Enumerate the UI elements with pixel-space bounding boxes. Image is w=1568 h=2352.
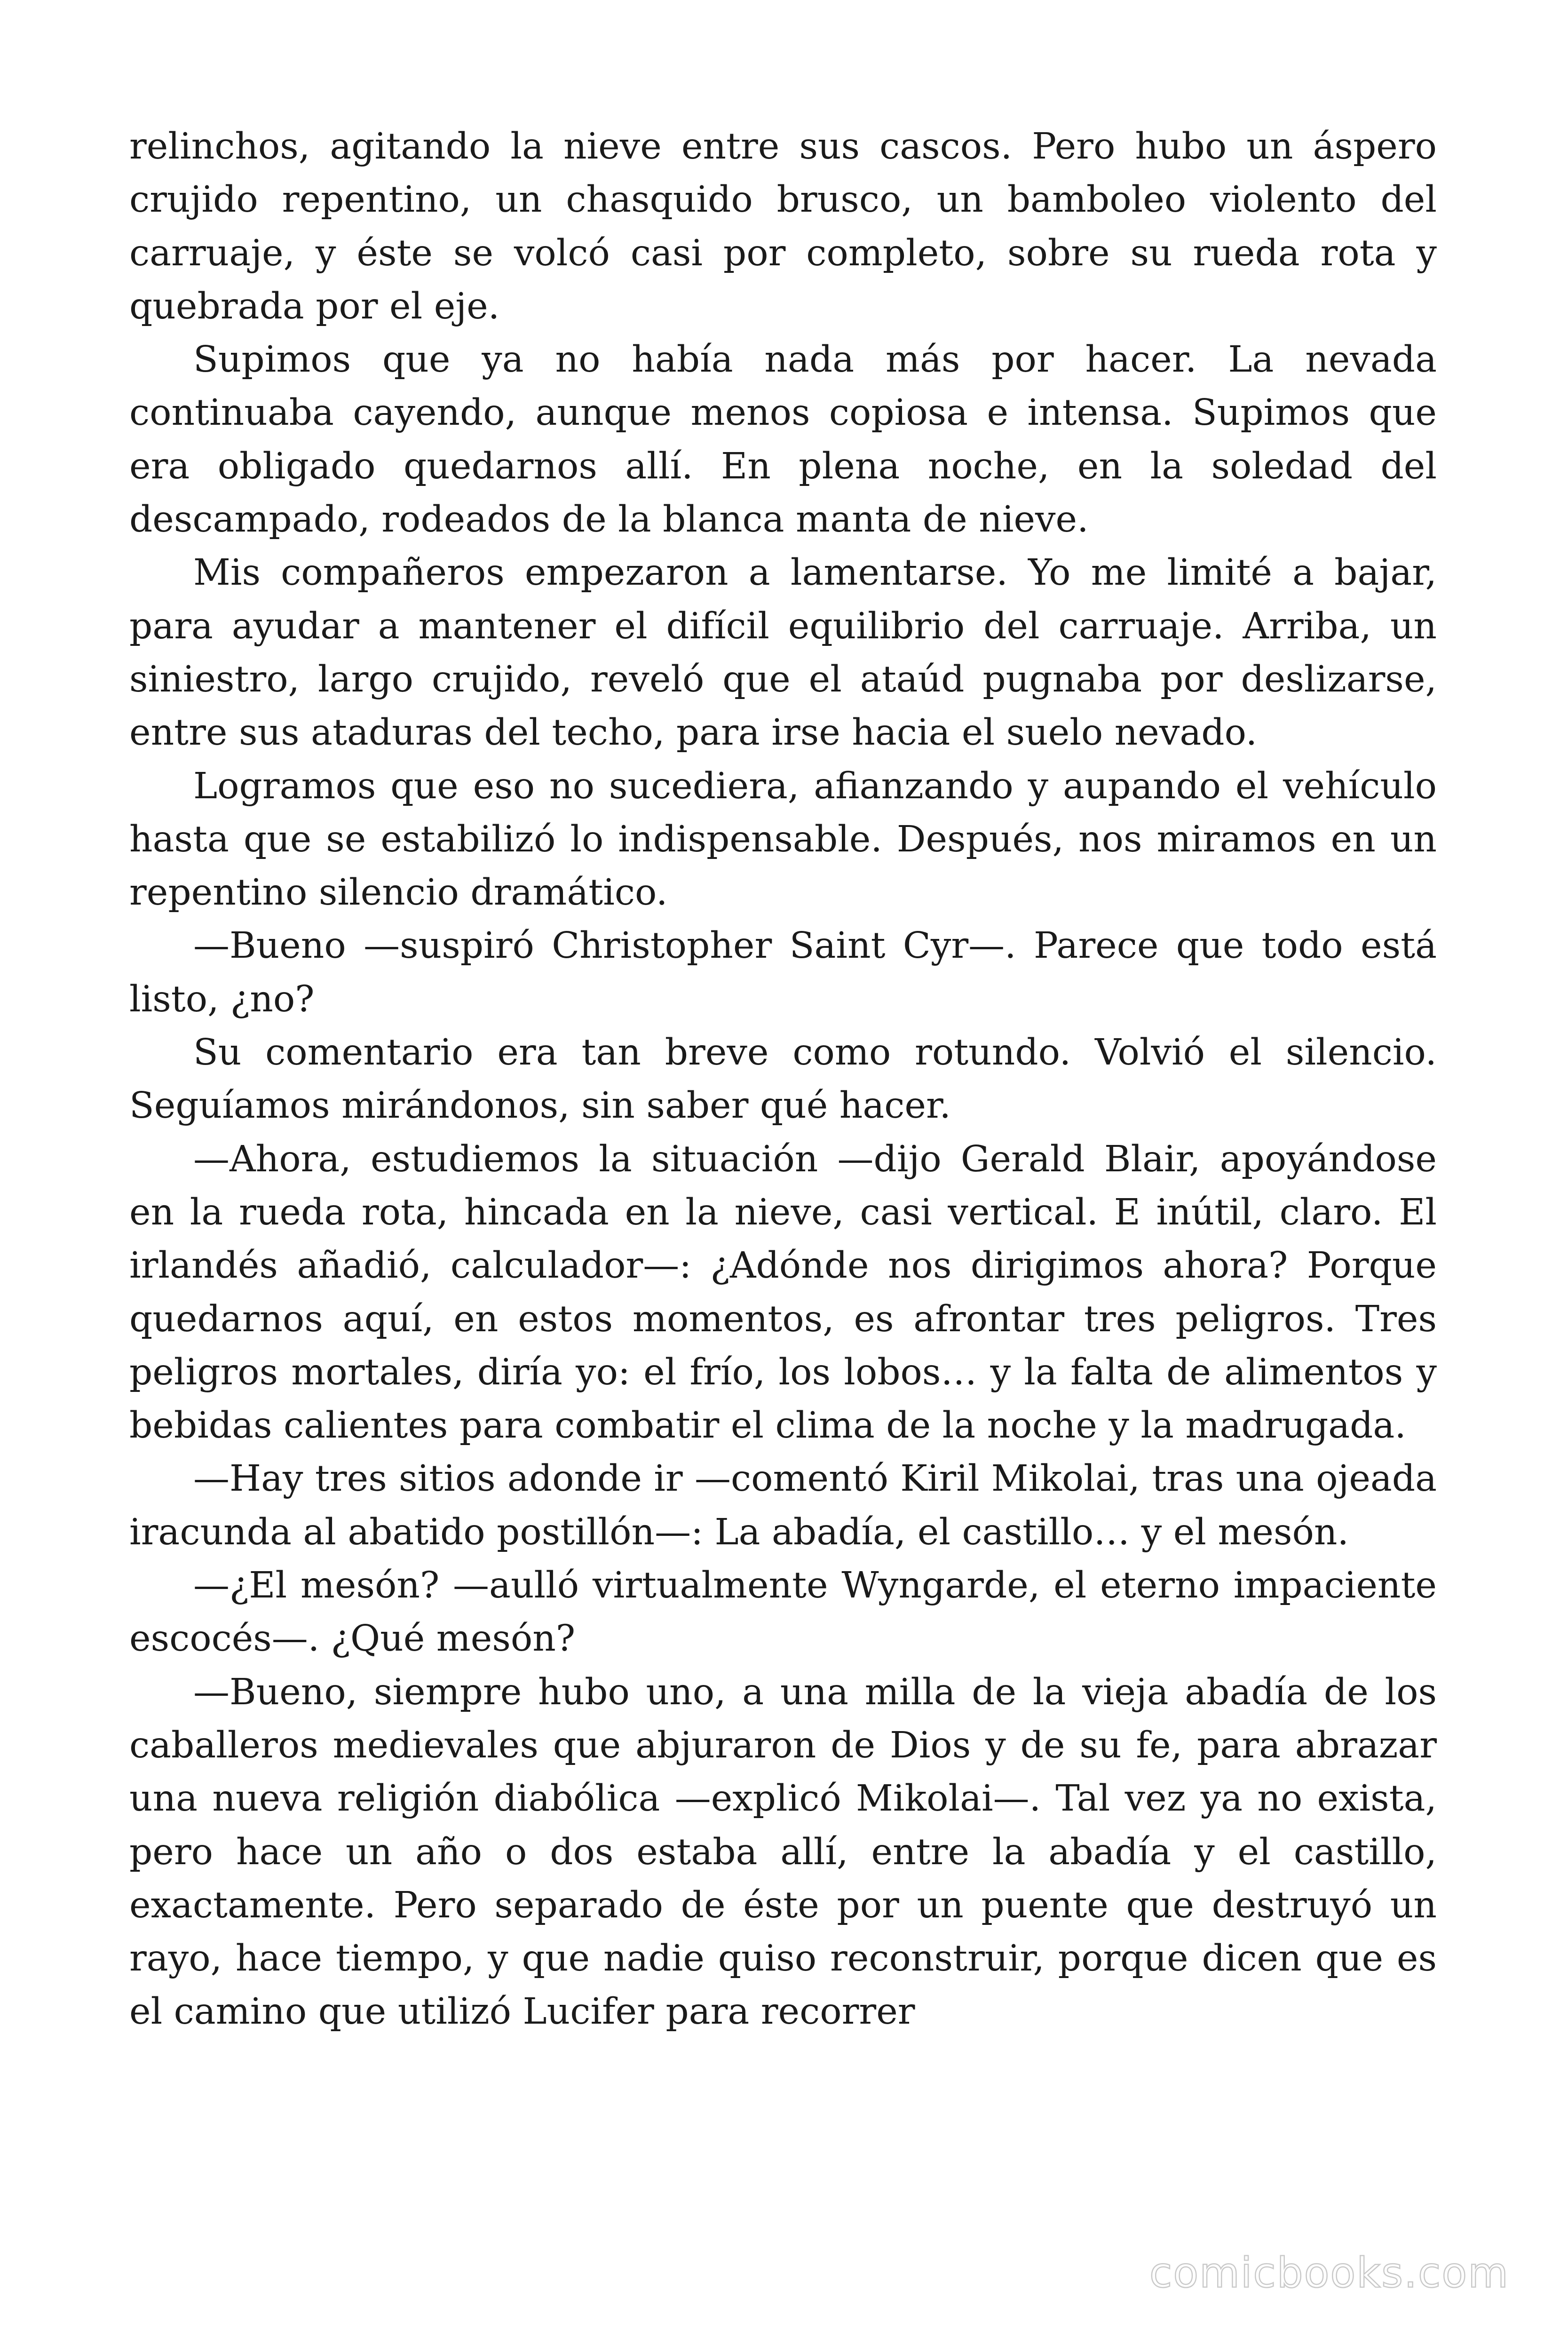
paragraph: —Ahora, estudiemos la situación —dijo Gerald Blair, apoyándose en la rueda rota, hincada en la nieve, casi vertical. E inútil, claro. El irlandés añadió, calculador—: ¿Adónde nos dirigimos ahora? Porque quedarnos aquí, en estos momentos, es afrontar tres peligros. Tres peligros mortales, diría yo: el frío, los lobos… y la falta de alimentos y bebidas calientes para combatir el clima de la noche y la madrugada.: [129, 1138, 1437, 1447]
paragraph: relinchos, agitando la nieve entre sus cascos. Pero hubo un áspero crujido repentino, un chasquido brusco, un bamboleo violento del carruaje, y éste se volcó casi por completo, sobre su rueda rota y quebrada por el eje.: [129, 126, 1437, 327]
watermark: comicbooks.com: [1149, 2249, 1509, 2297]
paragraph: Su comentario era tan breve como rotundo. Volvió el silencio. Seguíamos mirándonos, sin saber qué hacer.: [129, 1032, 1437, 1127]
paragraph: —Bueno —suspiró Christopher Saint Cyr—. Parece que todo está listo, ¿no?: [129, 925, 1437, 1020]
paragraph: Mis compañeros empezaron a lamentarse. Yo me limité a bajar, para ayudar a mantener el difícil equilibrio del carruaje. Arriba, un siniestro, largo crujido, reveló que el ataúd pugnaba por deslizarse, entre sus ataduras del techo, para irse hacia el suelo nevado.: [129, 552, 1437, 754]
paragraph: —Hay tres sitios adonde ir —comentó Kiril Mikolai, tras una ojeada iracunda al abatido postillón—: La abadía, el castillo… y el mesón.: [129, 1458, 1437, 1553]
paragraph: Logramos que eso no sucediera, afianzando y aupando el vehículo hasta que se estabilizó lo indispensable. Después, nos miramos en un repentino silencio dramático.: [129, 765, 1437, 914]
paragraph: Supimos que ya no había nada más por hacer. La nevada continuaba cayendo, aunque menos copiosa e intensa. Supimos que era obligado quedarnos allí. En plena noche, en la soledad del descampado, rodeados de la blanca manta de nieve.: [129, 339, 1437, 541]
body-text: [129, 120, 1437, 2039]
paragraph: —Bueno, siempre hubo uno, a una milla de la vieja abadía de los caballeros medievales que abjuraron de Dios y de su fe, para abrazar una nueva religión diabólica —explicó Mikolai—. Tal vez ya no exista, pero hace un año o dos estaba allí, entre la abadía y el castillo, exactamente. Pero separado de éste por un puente que destruyó un rayo, hace tiempo, y que nadie quiso reconstruir, porque dicen que es el camino que utilizó Lucifer para recorrer: [129, 1671, 1437, 2033]
paragraph: —¿El mesón? —aulló virtualmente Wyngarde, el eterno impaciente escocés—. ¿Qué mesón?: [129, 1565, 1437, 1660]
